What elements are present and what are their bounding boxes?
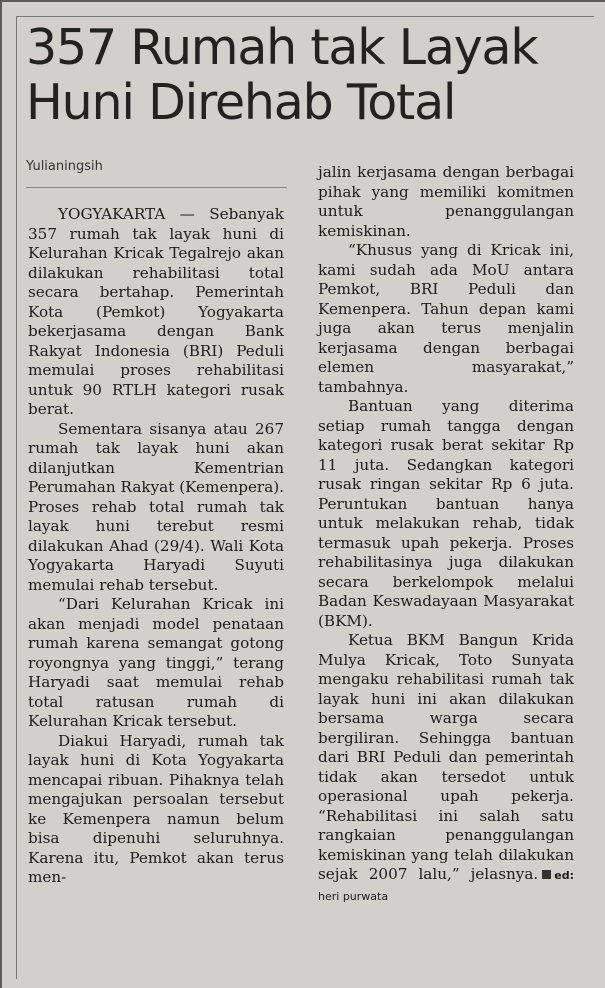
article-column-left bbox=[28, 205, 284, 888]
paragraph: Bantuan yang diterima setiap rumah tangga dengan kategori rusak berat sekitar Rp 11 juta. Sedangkan kategori rusak ringan sekitar Rp 6 juta. Peruntukan bantuan hanya untuk melakukan rehab, tidak termasuk upah pekerja. Proses rehabilitasinya juga dilakukan secara berkelompok melalui Badan Keswadayaan Masyarakat (BKM). bbox=[318, 397, 574, 630]
article-column-right bbox=[318, 163, 574, 906]
headline bbox=[26, 20, 586, 130]
editor-label: ed: bbox=[554, 869, 574, 882]
paragraph: “Khusus yang di Kricak ini, kami sudah ada MoU antara Pemkot, BRI Peduli dan Kemenpera. Tahun depan kami juga akan terus menjalin kerjasama dengan berbagai elemen masyarakat,” tambahnya. bbox=[318, 241, 574, 396]
final-text: Ketua BKM Bangun Krida Mulya Kricak, Toto Sunyata mengaku rehabilitasi rumah tak layak huni ini akan dilakukan bersama warga secara bergiliran. Sehingga bantuan dari BRI Peduli dan pemerintah tidak akan tersedot untuk operasional upah pekerja. “Rehabilitasi ini salah satu rangkaian penanggulangan kemiskinan yang telah dilakukan sejak 2007 lalu,” jelasnya. bbox=[318, 631, 574, 883]
headline-line-2: Huni Direhab Total bbox=[26, 74, 456, 131]
headline-line-1: 357 Rumah tak Layak bbox=[26, 19, 538, 76]
byline: Yulianingsih bbox=[26, 159, 103, 174]
lead-text: — Sebanyak 357 rumah tak layak huni di Kelurahan Kricak Tegalrejo akan dilakukan rehabilitasi total secara bertahap. Pemerintah Kota (Pemkot) Yogyakarta bekerjasama dengan Bank Rakyat Indonesia (BRI) Peduli memulai proses rehabilitasi untuk 90 RTLH kategori rusak berat. bbox=[28, 205, 284, 418]
paragraph: Diakui Haryadi, rumah tak layak huni di Kota Yogyakarta mencapai ribuan. Pihaknya telah mengajukan persoalan tersebut ke Kemenpera namun belum bisa dipenuhi seluruhnya. Karena itu, Pemkot akan terus men- bbox=[28, 731, 284, 886]
paragraph-lead bbox=[28, 205, 284, 420]
dateline: YOGYAKARTA bbox=[58, 205, 166, 223]
paragraph: “Dari Kelurahan Kricak ini akan menjadi model penataan rumah karena semangat gotong royongnya yang tinggi,” terang Haryadi saat memulai rehab total ratusan rumah di Kelurahan Kricak tersebut. bbox=[28, 595, 284, 730]
paragraph-continuation: jalin kerjasama dengan berbagai pihak yang memiliki komitmen untuk penanggulangan kemiskinan. bbox=[318, 163, 574, 240]
byline-divider bbox=[26, 187, 287, 188]
paragraph: Sementara sisanya atau 267 rumah tak layak huni akan dilanjutkan Kementrian Perumahan Rakyat (Kemenpera). Proses rehab total rumah tak layak huni terebut resmi dilakukan Ahad (29/4). Wali Kota Yogyakarta Haryadi Suyuti memulai rehab tersebut. bbox=[28, 419, 284, 594]
end-mark-icon bbox=[542, 870, 551, 879]
paragraph-final bbox=[318, 631, 574, 906]
editor-name: heri purwata bbox=[318, 889, 389, 903]
